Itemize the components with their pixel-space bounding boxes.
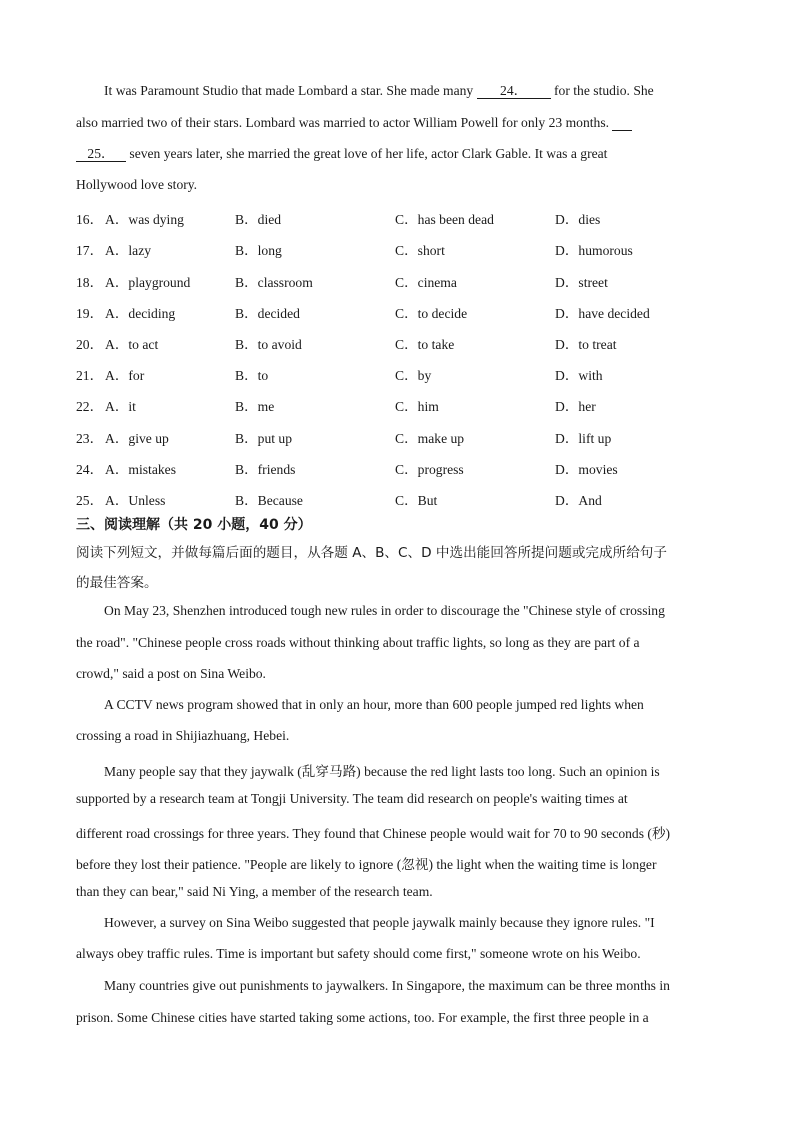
- passage2-line: supported by a research team at Tongji University. The team did research on people's waiting times at: [76, 791, 628, 806]
- option-a[interactable]: A．give up: [105, 431, 169, 446]
- question-number: 18．: [76, 275, 104, 290]
- option-b[interactable]: B．friends: [235, 462, 296, 477]
- blank-lead: [612, 116, 632, 131]
- option-c[interactable]: C．But: [395, 493, 438, 508]
- option-b[interactable]: B．classroom: [235, 275, 313, 290]
- option-b[interactable]: B．Because: [235, 493, 303, 508]
- option-a[interactable]: A．was dying: [105, 212, 184, 227]
- text: for the studio. She: [554, 83, 654, 98]
- instruction-line2: 的最佳答案。: [76, 575, 158, 591]
- question-number: 19．: [76, 306, 104, 321]
- option-a[interactable]: A．Unless: [105, 493, 166, 508]
- option-b[interactable]: B．long: [235, 243, 282, 258]
- text: also married two of their stars. Lombard was married to actor William Powell for only 23 months.: [76, 115, 613, 130]
- question-number: 25．: [76, 493, 104, 508]
- option-d[interactable]: D．with: [555, 368, 603, 383]
- passage2-line: than they can bear," said Ni Ying, a member of the research team.: [76, 884, 433, 899]
- question-row: [76, 395, 716, 413]
- passage2-line: always obey traffic rules. Time is important but safety should come first," someone wrote on his Weibo.: [76, 946, 641, 961]
- question-number: 17．: [76, 243, 104, 258]
- passage2-line: different road crossings for three years. They found that Chinese people would wait for 70 to 90 seconds (秒): [76, 826, 671, 841]
- passage2-line: On May 23, Shenzhen introduced tough new rules in order to discourage the "Chinese style of crossing: [104, 603, 665, 618]
- option-c[interactable]: C．has been dead: [395, 212, 494, 227]
- passage2-line: crowd," said a post on Sina Weibo.: [76, 666, 266, 681]
- option-c[interactable]: C．to decide: [395, 306, 468, 321]
- option-d[interactable]: D．dies: [555, 212, 601, 227]
- passage1-line1: [104, 83, 654, 99]
- passage1-line2: [76, 115, 632, 131]
- question-number: 16．: [76, 212, 104, 227]
- passage2-line: before they lost their patience. "People are likely to ignore (忽视) the light when the waiting time is longer: [76, 857, 657, 872]
- question-row: [76, 458, 716, 476]
- section-heading: 三、阅读理解（共 20 小题，40 分）: [76, 517, 312, 533]
- option-c[interactable]: C．cinema: [395, 275, 457, 290]
- option-b[interactable]: B．died: [235, 212, 282, 227]
- passage2-line: the road". "Chinese people cross roads without thinking about traffic lights, so long as they are part of a: [76, 635, 640, 650]
- option-c[interactable]: C．by: [395, 368, 432, 383]
- option-b[interactable]: B．to: [235, 368, 269, 383]
- option-c[interactable]: C．short: [395, 243, 445, 258]
- passage1-line4: Hollywood love story.: [76, 177, 198, 192]
- question-number: 20．: [76, 337, 104, 352]
- option-c[interactable]: C．progress: [395, 462, 464, 477]
- question-row: [76, 271, 716, 289]
- instruction-line1: 阅读下列短文，并做每篇后面的题目，从各题 A、B、C、D 中选出能回答所提问题或完成所给句子: [76, 545, 667, 561]
- question-row: [76, 364, 716, 382]
- option-b[interactable]: B．put up: [235, 431, 293, 446]
- option-d[interactable]: D．street: [555, 275, 608, 290]
- option-d[interactable]: D．lift up: [555, 431, 612, 446]
- text: It was Paramount Studio that made Lombard a star. She made many: [104, 83, 477, 98]
- blank-25: 25．: [76, 147, 126, 162]
- option-a[interactable]: A．to act: [105, 337, 159, 352]
- option-c[interactable]: C．make up: [395, 431, 465, 446]
- option-a[interactable]: A．playground: [105, 275, 191, 290]
- question-number: 22．: [76, 399, 104, 414]
- question-row: [76, 302, 716, 320]
- option-a[interactable]: A．deciding: [105, 306, 176, 321]
- passage2-line: Many people say that they jaywalk (乱穿马路) because the red light lasts too long. Such an opinion is: [104, 764, 660, 779]
- option-d[interactable]: D．her: [555, 399, 596, 414]
- passage1-line3: [76, 146, 607, 162]
- question-row: [76, 427, 716, 445]
- option-b[interactable]: B．to avoid: [235, 337, 302, 352]
- question-number: 23．: [76, 431, 104, 446]
- option-a[interactable]: A．for: [105, 368, 145, 383]
- question-row: [76, 239, 716, 257]
- passage2-line: Many countries give out punishments to jaywalkers. In Singapore, the maximum can be three months in: [104, 978, 670, 993]
- option-b[interactable]: B．decided: [235, 306, 300, 321]
- question-number: 21．: [76, 368, 104, 383]
- option-b[interactable]: B．me: [235, 399, 275, 414]
- passage2-line: A CCTV news program showed that in only an hour, more than 600 people jumped red lights when: [104, 697, 644, 712]
- option-d[interactable]: D．humorous: [555, 243, 633, 258]
- question-number: 24．: [76, 462, 104, 477]
- option-d[interactable]: D．movies: [555, 462, 618, 477]
- option-a[interactable]: A．lazy: [105, 243, 152, 258]
- passage2-line: prison. Some Chinese cities have started taking some actions, too. For example, the first three people in a: [76, 1010, 649, 1025]
- blank-24: 24．: [477, 84, 551, 99]
- passage2-line: crossing a road in Shijiazhuang, Hebei.: [76, 728, 290, 743]
- option-c[interactable]: C．to take: [395, 337, 455, 352]
- question-row: [76, 489, 716, 507]
- option-a[interactable]: A．it: [105, 399, 136, 414]
- option-a[interactable]: A．mistakes: [105, 462, 176, 477]
- passage2-line: However, a survey on Sina Weibo suggested that people jaywalk mainly because they ignore rules. "I: [104, 915, 655, 930]
- option-d[interactable]: D．And: [555, 493, 602, 508]
- option-d[interactable]: D．to treat: [555, 337, 617, 352]
- option-c[interactable]: C．him: [395, 399, 439, 414]
- text: seven years later, she married the great love of her life, actor Clark Gable. It was a great: [129, 146, 608, 161]
- question-row: [76, 208, 716, 226]
- question-row: [76, 333, 716, 351]
- option-d[interactable]: D．have decided: [555, 306, 650, 321]
